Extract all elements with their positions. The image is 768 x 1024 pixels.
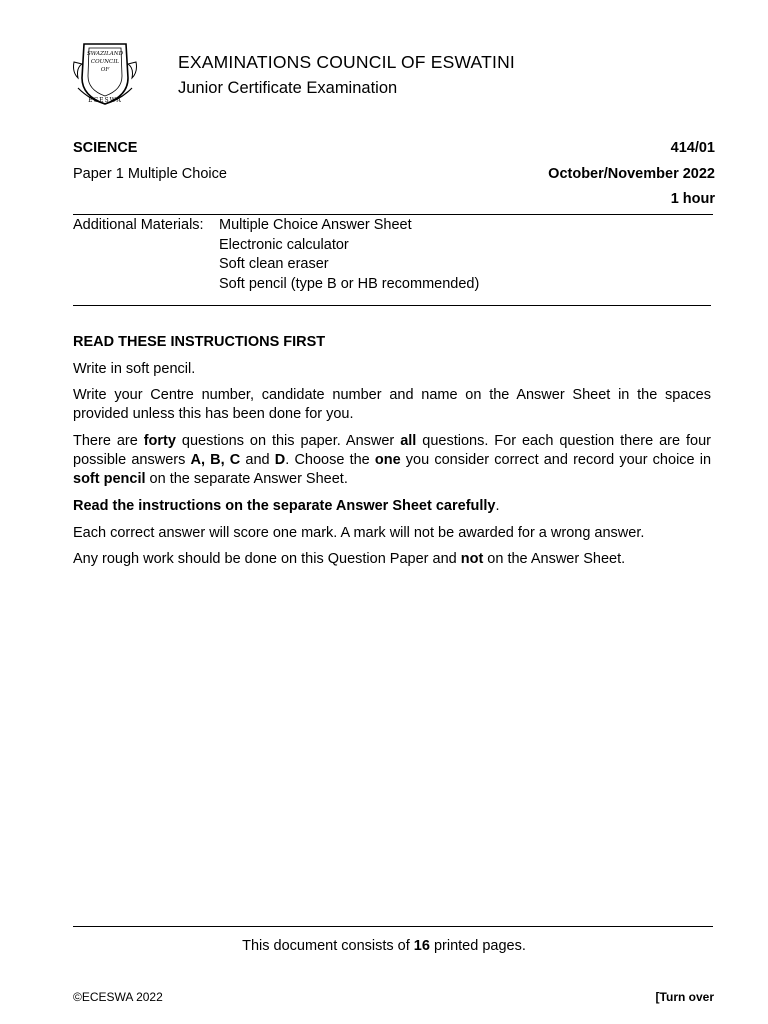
instruction-pencil: Write in soft pencil.: [73, 361, 196, 377]
paper-code: 414/01: [670, 140, 715, 156]
page-count: This document consists of 16 printed pages.: [242, 938, 526, 954]
additional-materials: [73, 216, 479, 294]
logo-line-2: COUNCIL: [90, 59, 120, 65]
material-item: Multiple Choice Answer Sheet: [219, 217, 412, 233]
materials-list: [219, 216, 479, 294]
duration: 1 hour: [670, 191, 715, 207]
instruction-marks: Each correct answer will score one mark. A mark will not be awarded for a wrong answer.: [73, 525, 645, 541]
instruction-rough-work: Any rough work should be done on this Question Paper and not on the Answer Sheet.: [73, 551, 626, 567]
session: October/November 2022: [548, 166, 715, 182]
logo-line-3: OF: [100, 67, 110, 73]
exam-name: Junior Certificate Examination: [178, 79, 398, 97]
logo-line-4: ECESWA: [88, 97, 122, 104]
material-item: Electronic calculator: [219, 236, 349, 253]
divider-top: [73, 214, 713, 215]
turn-over: [Turn over: [655, 990, 714, 1004]
material-item: Soft pencil (type B or HB recommended): [219, 275, 480, 292]
instructions-heading: READ THESE INSTRUCTIONS FIRST: [73, 334, 326, 350]
divider-materials: [73, 305, 711, 306]
logo-line-1: SWAZILAND: [87, 51, 123, 57]
instruction-answer-sheet: Read the instructions on the separate Answer Sheet carefully.: [73, 498, 500, 514]
materials-label: Additional Materials:: [73, 217, 204, 233]
subject: SCIENCE: [73, 140, 138, 156]
material-item: Soft clean eraser: [219, 256, 329, 272]
council-name: EXAMINATIONS COUNCIL OF ESWATINI: [178, 52, 515, 72]
copyright: ©ECESWA 2022: [73, 990, 163, 1004]
instruction-questions: There are forty questions on this paper. Answer all questions. For each question there are four possible answers A, B, C and D. Choose the one you consider correct and record your choice in soft pencil on the separate Answer Sheet.: [73, 433, 712, 487]
instruction-centre-number: Write your Centre number, candidate number and name on the Answer Sheet in the spaces provided unless this has been done for you.: [73, 387, 711, 422]
eceswa-seal-logo: [70, 38, 140, 108]
paper-title: Paper 1 Multiple Choice: [73, 166, 227, 182]
divider-footer: [73, 926, 713, 927]
